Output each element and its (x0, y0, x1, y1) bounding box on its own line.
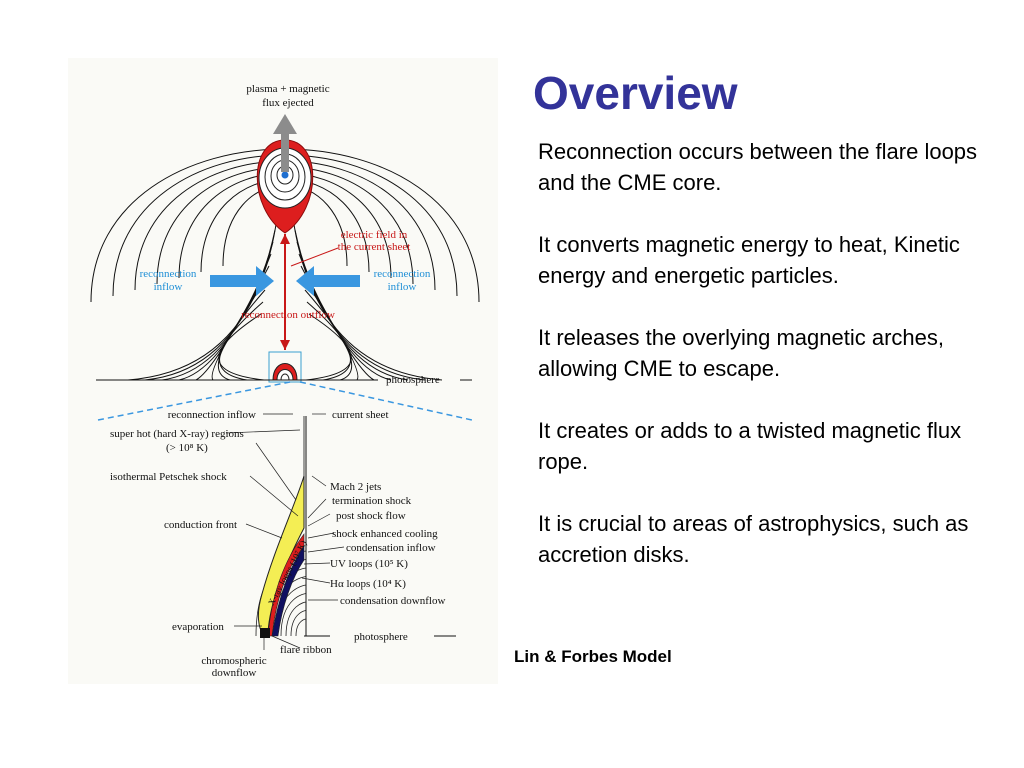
label-photosphere-bottom: photosphere (354, 631, 408, 643)
paragraph-1: Reconnection occurs between the flare loops and the CME core. (538, 139, 978, 195)
label-uv-loops: UV loops (10⁵ K) (330, 558, 408, 570)
label-chromo-1: chromospheric (201, 655, 267, 667)
slide-body (538, 136, 1008, 601)
field-line (218, 290, 265, 380)
paragraph-3: It releases the overlying magnetic arches, allowing CME to escape. (538, 325, 944, 381)
lin-forbes-figure (68, 58, 498, 684)
post-flare-loop (291, 611, 306, 637)
label-cond-inflow: condensation inflow (346, 542, 436, 554)
label-current-sheet: current sheet (332, 409, 389, 421)
figure-caption: Lin & Forbes Model (514, 647, 672, 666)
label-flare-ribbon: flare ribbon (280, 644, 332, 656)
label-inflow-left-1: reconnection (139, 268, 197, 280)
label-inflow-right-2: inflow (387, 281, 417, 293)
label-photosphere-top: photosphere (386, 374, 440, 386)
label-ha-loops: Hα loops (10⁴ K) (330, 578, 406, 590)
paragraph-2: It converts magnetic energy to heat, Kinetic energy and energetic particles. (538, 232, 960, 288)
slide-title: Overview (533, 67, 738, 119)
label-super-hot-2: (> 10⁸ K) (166, 442, 208, 454)
label-xray-loops: X-ray loops (10⁷ K) (265, 538, 309, 607)
flare-ribbon (260, 628, 270, 638)
field-line (306, 314, 351, 380)
post-flare-loop (296, 619, 306, 636)
label-evaporation: evaporation (172, 621, 224, 633)
label-cond-downflow: condensation downflow (340, 595, 446, 607)
label-conduction: conduction front (164, 519, 238, 531)
field-line (305, 290, 352, 380)
paragraph-5: It is crucial to areas of astrophysics, such as accretion disks. (538, 511, 969, 567)
paragraph-4: It creates or adds to a twisted magnetic flux rope. (538, 418, 962, 474)
current-sheet-line (280, 234, 290, 350)
field-line (219, 314, 264, 380)
field-line (128, 218, 277, 380)
label-mach-jets: Mach 2 jets (330, 481, 382, 493)
label-inflow-left-2: inflow (153, 281, 183, 293)
label-shock-cooling: shock enhanced cooling (332, 528, 438, 540)
label-ejected-2: flux ejected (262, 97, 314, 109)
label-post-shock: post shock flow (336, 510, 406, 522)
label-ejected-1: plasma + magnetic (246, 83, 330, 95)
label-reconnection-inflow: reconnection inflow (167, 409, 256, 421)
label-super-hot-1: super hot (hard X-ray) regions (110, 428, 244, 440)
base-flare-loops (269, 352, 301, 382)
label-termination: termination shock (332, 495, 412, 507)
label-petschek: isothermal Petschek shock (110, 471, 227, 483)
label-efield-2: the current sheet (337, 241, 411, 253)
reconnection-diagram (68, 58, 498, 684)
label-efield-1: electric field in (340, 229, 408, 241)
label-outflow: reconnection outflow (241, 309, 335, 321)
label-chromo-2: downflow (211, 667, 257, 679)
label-inflow-right-1: reconnection (373, 268, 431, 280)
